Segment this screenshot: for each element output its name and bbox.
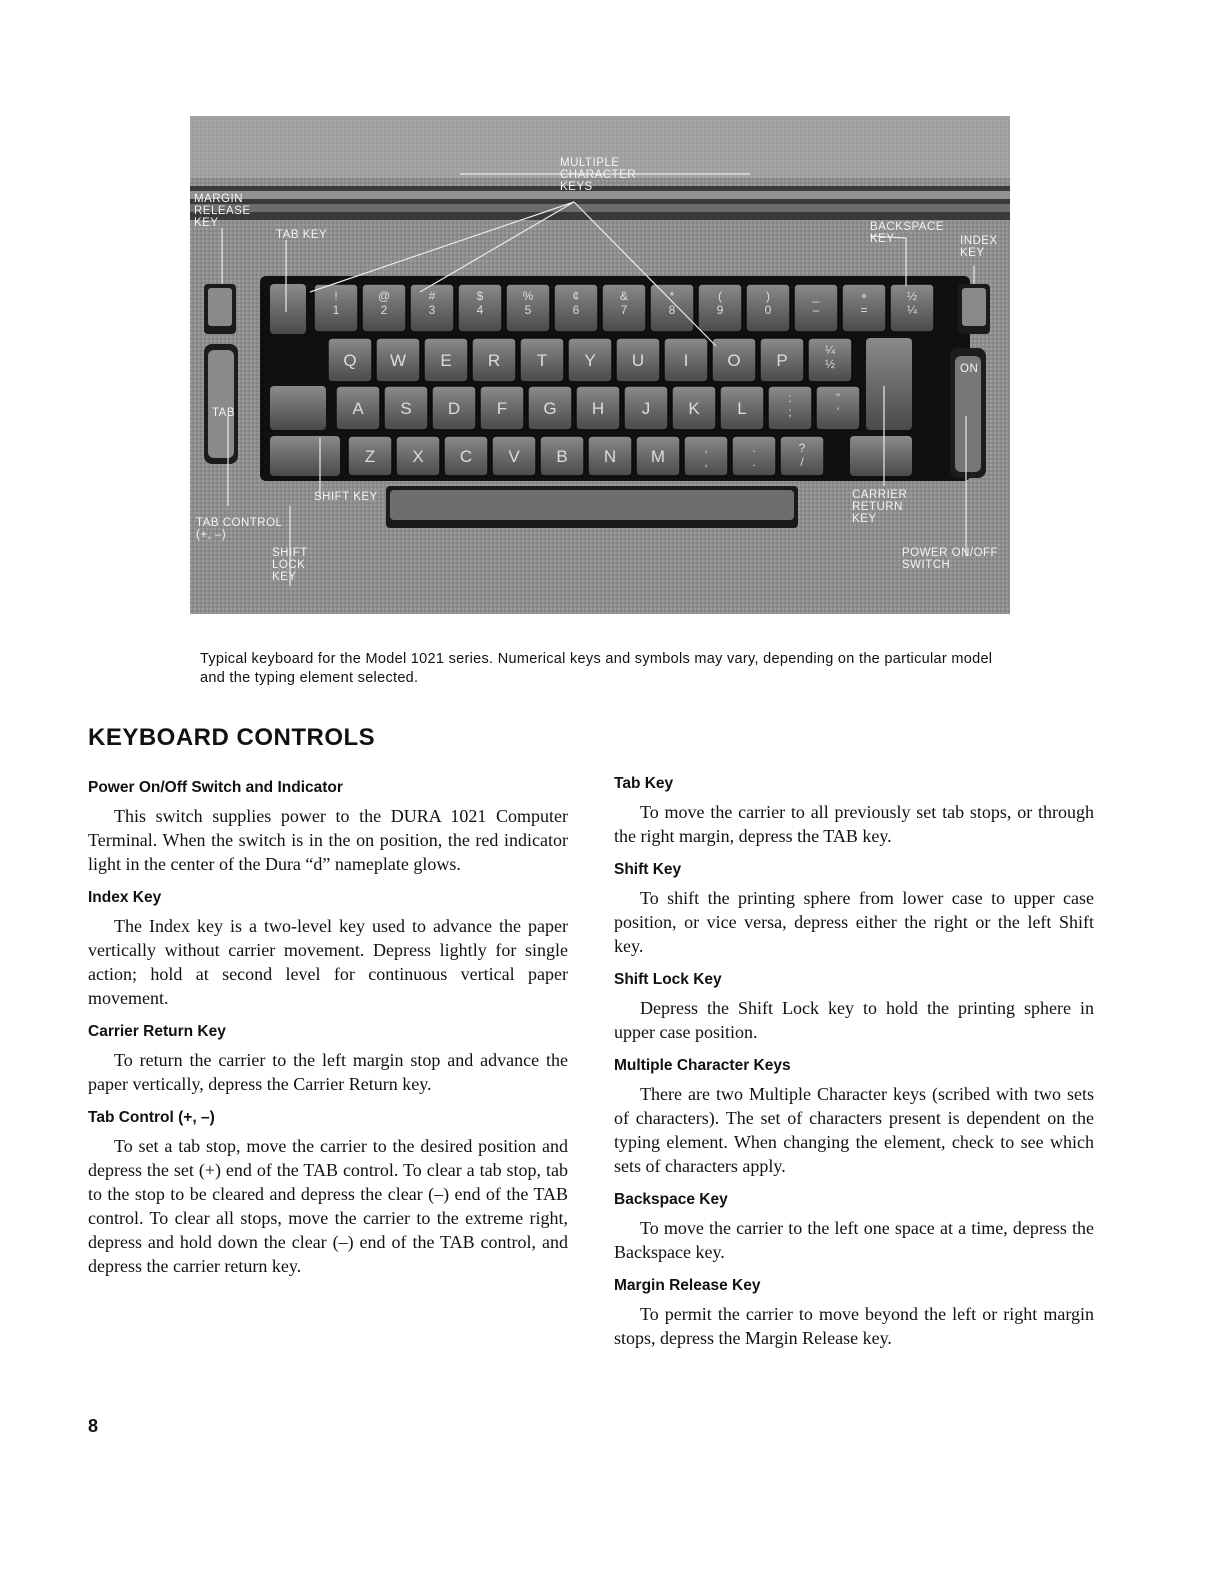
label-shift-lock-1: SHIFT <box>272 547 308 559</box>
body-index-key: The Index key is a two-level key used to advance the paper vertically without carrier movement. Depress lightly for single action; hold at second level for continuous vertical paper movement. <box>88 916 568 1008</box>
svg-text:J: J <box>641 399 651 418</box>
svg-text:8: 8 <box>668 303 676 317</box>
svg-text:V: V <box>508 447 520 466</box>
svg-text:E: E <box>440 351 452 370</box>
body-margin-release-key: To permit the carrier to move beyond the left or right margin stops, depress the Margin Release key. <box>614 1304 1094 1348</box>
key-row3-6-j[interactable] <box>624 386 668 430</box>
svg-text:@: @ <box>377 289 391 303</box>
svg-text:": " <box>835 391 841 405</box>
key-row2-10-sym[interactable] <box>808 338 852 382</box>
label-multiple-character-keys-3: KEYS <box>560 181 593 193</box>
svg-text:½: ½ <box>824 357 836 371</box>
key-row1-11-sym[interactable] <box>842 284 886 332</box>
svg-text:_: _ <box>812 289 820 303</box>
heading-carrier-return-key: Carrier Return Key <box>88 1023 226 1040</box>
key-row4-1-x[interactable] <box>396 436 440 476</box>
svg-text:F: F <box>496 399 508 418</box>
key-row1-0-1[interactable] <box>314 284 358 332</box>
key-row3-9-sym[interactable] <box>768 386 812 430</box>
svg-text:?: ? <box>798 441 806 455</box>
heading-multiple-character-keys: Multiple Character Keys <box>614 1057 791 1074</box>
key-row2-7-i[interactable] <box>664 338 708 382</box>
svg-text:U: U <box>631 351 645 370</box>
svg-text:.: . <box>752 455 756 469</box>
svg-text:K: K <box>688 399 700 418</box>
section-title: KEYBOARD CONTROLS <box>88 724 376 751</box>
body-carrier-return-key: To return the carrier to the left margin stop and advance the paper vertically, depress the Carrier Return key. <box>88 1050 568 1094</box>
svg-text:0: 0 <box>764 303 772 317</box>
heading-shift-key: Shift Key <box>614 861 682 878</box>
svg-text:T: T <box>536 351 548 370</box>
svg-text:½: ½ <box>906 289 918 303</box>
heading-tab-control: Tab Control (+, –) <box>88 1109 215 1126</box>
keyboard-photo <box>190 116 1010 614</box>
key-row4-0-z[interactable] <box>348 436 392 476</box>
key-row2-9-p[interactable] <box>760 338 804 382</box>
item-tab-control <box>88 1108 568 1278</box>
svg-text:3: 3 <box>428 303 436 317</box>
item-backspace-key <box>614 1190 1094 1264</box>
svg-text:¼: ¼ <box>906 303 918 317</box>
svg-text:;: ; <box>788 405 792 419</box>
label-carrier-return-1: CARRIER <box>852 489 908 501</box>
key-row4-7-sym[interactable] <box>684 436 728 476</box>
key-row3-10-sym[interactable] <box>816 386 860 430</box>
key-row4-3-v[interactable] <box>492 436 536 476</box>
key-row1-7-8[interactable] <box>650 284 694 332</box>
svg-text:=: = <box>860 303 868 317</box>
key-row1-12-sym[interactable] <box>890 284 934 332</box>
key-row3-8-l[interactable] <box>720 386 764 430</box>
label-shift-lock-3: KEY <box>272 571 297 583</box>
heading-tab-key: Tab Key <box>614 775 674 792</box>
key-row3-3-f[interactable] <box>480 386 524 430</box>
svg-text:&: & <box>619 289 629 303</box>
key-row1-4-5[interactable] <box>506 284 550 332</box>
key-row3-5-h[interactable] <box>576 386 620 430</box>
item-multiple-character-keys <box>614 1056 1094 1178</box>
key-row1-3-4[interactable] <box>458 284 502 332</box>
key-row2-0-q[interactable] <box>328 338 372 382</box>
svg-text:': ' <box>836 405 840 419</box>
key-row2-6-u[interactable] <box>616 338 660 382</box>
label-tab-key: TAB KEY <box>276 229 328 241</box>
svg-text:S: S <box>400 399 412 418</box>
item-margin-release-key <box>614 1276 1094 1350</box>
key-row2-1-w[interactable] <box>376 338 420 382</box>
svg-text:D: D <box>447 399 461 418</box>
item-shift-key <box>614 860 1094 958</box>
key-row1-1-2[interactable] <box>362 284 406 332</box>
key-row4-6-m[interactable] <box>636 436 680 476</box>
label-power-switch-2: SWITCH <box>902 559 951 571</box>
item-tab-key <box>614 774 1094 848</box>
body-power-switch: This switch supplies power to the DURA 1021 Computer Terminal. When the switch is in the on position, the red indicator light in the center of the Dura “d” nameplate glows. <box>88 806 568 874</box>
key-row1-2-3[interactable] <box>410 284 454 332</box>
svg-text:Q: Q <box>343 351 357 370</box>
key-row4-9-sym[interactable] <box>780 436 824 476</box>
label-shift-lock-2: LOCK <box>272 559 306 571</box>
svg-text:O: O <box>727 351 741 370</box>
heading-shift-lock-key: Shift Lock Key <box>614 971 722 988</box>
key-row4-8-sym[interactable] <box>732 436 776 476</box>
svg-text:#: # <box>428 289 436 303</box>
key-row1-5-6[interactable] <box>554 284 598 332</box>
key-row1-8-9[interactable] <box>698 284 742 332</box>
label-margin-release-1: MARGIN <box>194 193 243 205</box>
svg-text:X: X <box>412 447 424 466</box>
label-multiple-character-keys-2: CHARACTER <box>560 169 637 181</box>
svg-text:,: , <box>704 441 708 455</box>
svg-text:I: I <box>683 351 689 370</box>
svg-text:,: , <box>704 455 708 469</box>
body-shift-lock-key: Depress the Shift Lock key to hold the printing sphere in upper case position. <box>614 998 1094 1042</box>
label-margin-release-2: RELEASE <box>194 205 251 217</box>
svg-text:$: $ <box>476 289 484 303</box>
body-backspace-key: To move the carrier to the left one space at a time, depress the Backspace key. <box>614 1218 1094 1262</box>
svg-text:–: – <box>812 303 820 317</box>
svg-text:*: * <box>669 289 675 303</box>
svg-text:): ) <box>766 289 770 303</box>
label-index-1: INDEX <box>960 235 998 247</box>
key-row1-6-7[interactable] <box>602 284 646 332</box>
svg-text:P: P <box>776 351 788 370</box>
key-row2-5-y[interactable] <box>568 338 612 382</box>
label-power-switch-1: POWER ON/OFF <box>902 547 999 559</box>
item-index-key <box>88 888 568 1010</box>
key-row3-2-d[interactable] <box>432 386 476 430</box>
svg-text:+: + <box>860 289 868 303</box>
svg-text:%: % <box>522 289 534 303</box>
svg-text:5: 5 <box>524 303 532 317</box>
svg-text:1: 1 <box>332 303 340 317</box>
heading-power-switch: Power On/Off Switch and Indicator <box>88 779 343 796</box>
heading-backspace-key: Backspace Key <box>614 1191 728 1208</box>
key-row4-4-b[interactable] <box>540 436 584 476</box>
svg-text:C: C <box>459 447 473 466</box>
key-row3-1-s[interactable] <box>384 386 428 430</box>
power-switch-side-label: ON <box>960 363 979 375</box>
label-margin-release-3: KEY <box>194 217 219 229</box>
item-shift-lock-key <box>614 970 1094 1044</box>
svg-text:H: H <box>591 399 605 418</box>
label-index-2: KEY <box>960 247 985 259</box>
heading-margin-release-key: Margin Release Key <box>614 1277 761 1294</box>
svg-text:A: A <box>352 399 364 418</box>
key-row3-0-a[interactable] <box>336 386 380 430</box>
key-row2-2-e[interactable] <box>424 338 468 382</box>
key-row2-4-t[interactable] <box>520 338 564 382</box>
keyboard-illustration <box>190 116 1010 614</box>
svg-text:.: . <box>752 441 756 455</box>
body-tab-key: To move the carrier to all previously set tab stops, or through the right margin, depress the TAB key. <box>614 802 1094 846</box>
key-row4-2-c[interactable] <box>444 436 488 476</box>
label-shift-key: SHIFT KEY <box>314 491 378 503</box>
svg-text:7: 7 <box>620 303 628 317</box>
label-carrier-return-2: RETURN <box>852 501 903 513</box>
svg-text:¢: ¢ <box>572 289 580 303</box>
right-column <box>614 774 1094 1362</box>
body-shift-key: To shift the printing sphere from lower case to upper case position, or vice versa, depress either the right or the left Shift key. <box>614 888 1094 956</box>
svg-text:!: ! <box>334 289 338 303</box>
svg-text::: : <box>788 391 792 405</box>
svg-text:W: W <box>389 351 407 370</box>
item-power-switch <box>88 778 568 876</box>
figure-caption: Typical keyboard for the Model 1021 series. Numerical keys and symbols may vary, depending on the particular model and the typing element selected. <box>200 651 993 686</box>
svg-text:¼: ¼ <box>824 343 836 357</box>
svg-text:9: 9 <box>716 303 724 317</box>
svg-text:(: ( <box>718 289 722 303</box>
svg-text:N: N <box>603 447 617 466</box>
svg-text:M: M <box>650 447 666 466</box>
svg-text:B: B <box>556 447 568 466</box>
heading-index-key: Index Key <box>88 889 162 906</box>
label-tab-control-2: (+, –) <box>196 529 227 541</box>
svg-text:/: / <box>800 455 804 469</box>
page-number: 8 <box>88 1416 99 1436</box>
svg-text:L: L <box>737 399 747 418</box>
label-tab-control-1: TAB CONTROL <box>196 517 283 529</box>
tab-control-side-label: TAB <box>212 407 236 419</box>
label-multiple-character-keys-1: MULTIPLE <box>560 157 620 169</box>
key-row4-5-n[interactable] <box>588 436 632 476</box>
label-carrier-return-3: KEY <box>852 513 877 525</box>
svg-text:2: 2 <box>380 303 388 317</box>
key-row2-8-o[interactable] <box>712 338 756 382</box>
body-tab-control: To set a tab stop, move the carrier to the desired position and depress the set (+) end of the TAB control. To clear a tab stop, tab to the stop to be cleared and depress the clear (–) end of the TAB control. To clear all stops, move the carrier to the extreme right, depress and hold down the clear (–) end of the TAB control, and depress the carrier return key. <box>88 1136 568 1276</box>
key-row1-9-0[interactable] <box>746 284 790 332</box>
body-multiple-character-keys: There are two Multiple Character keys (scribed with two sets of characters). The set of characters present is dependent on the typing element. When changing the element, check to see which sets of characters apply. <box>614 1084 1094 1176</box>
svg-text:G: G <box>543 399 557 418</box>
svg-text:Z: Z <box>364 447 376 466</box>
label-backspace-1: BACKSPACE <box>870 221 944 233</box>
key-row3-4-g[interactable] <box>528 386 572 430</box>
key-row3-7-k[interactable] <box>672 386 716 430</box>
key-row1-10-sym[interactable] <box>794 284 838 332</box>
item-carrier-return-key <box>88 1022 568 1096</box>
svg-text:4: 4 <box>476 303 484 317</box>
label-backspace-2: KEY <box>870 233 895 245</box>
svg-text:6: 6 <box>572 303 580 317</box>
svg-text:Y: Y <box>584 351 596 370</box>
svg-text:R: R <box>487 351 501 370</box>
key-row2-3-r[interactable] <box>472 338 516 382</box>
left-column <box>88 778 568 1290</box>
